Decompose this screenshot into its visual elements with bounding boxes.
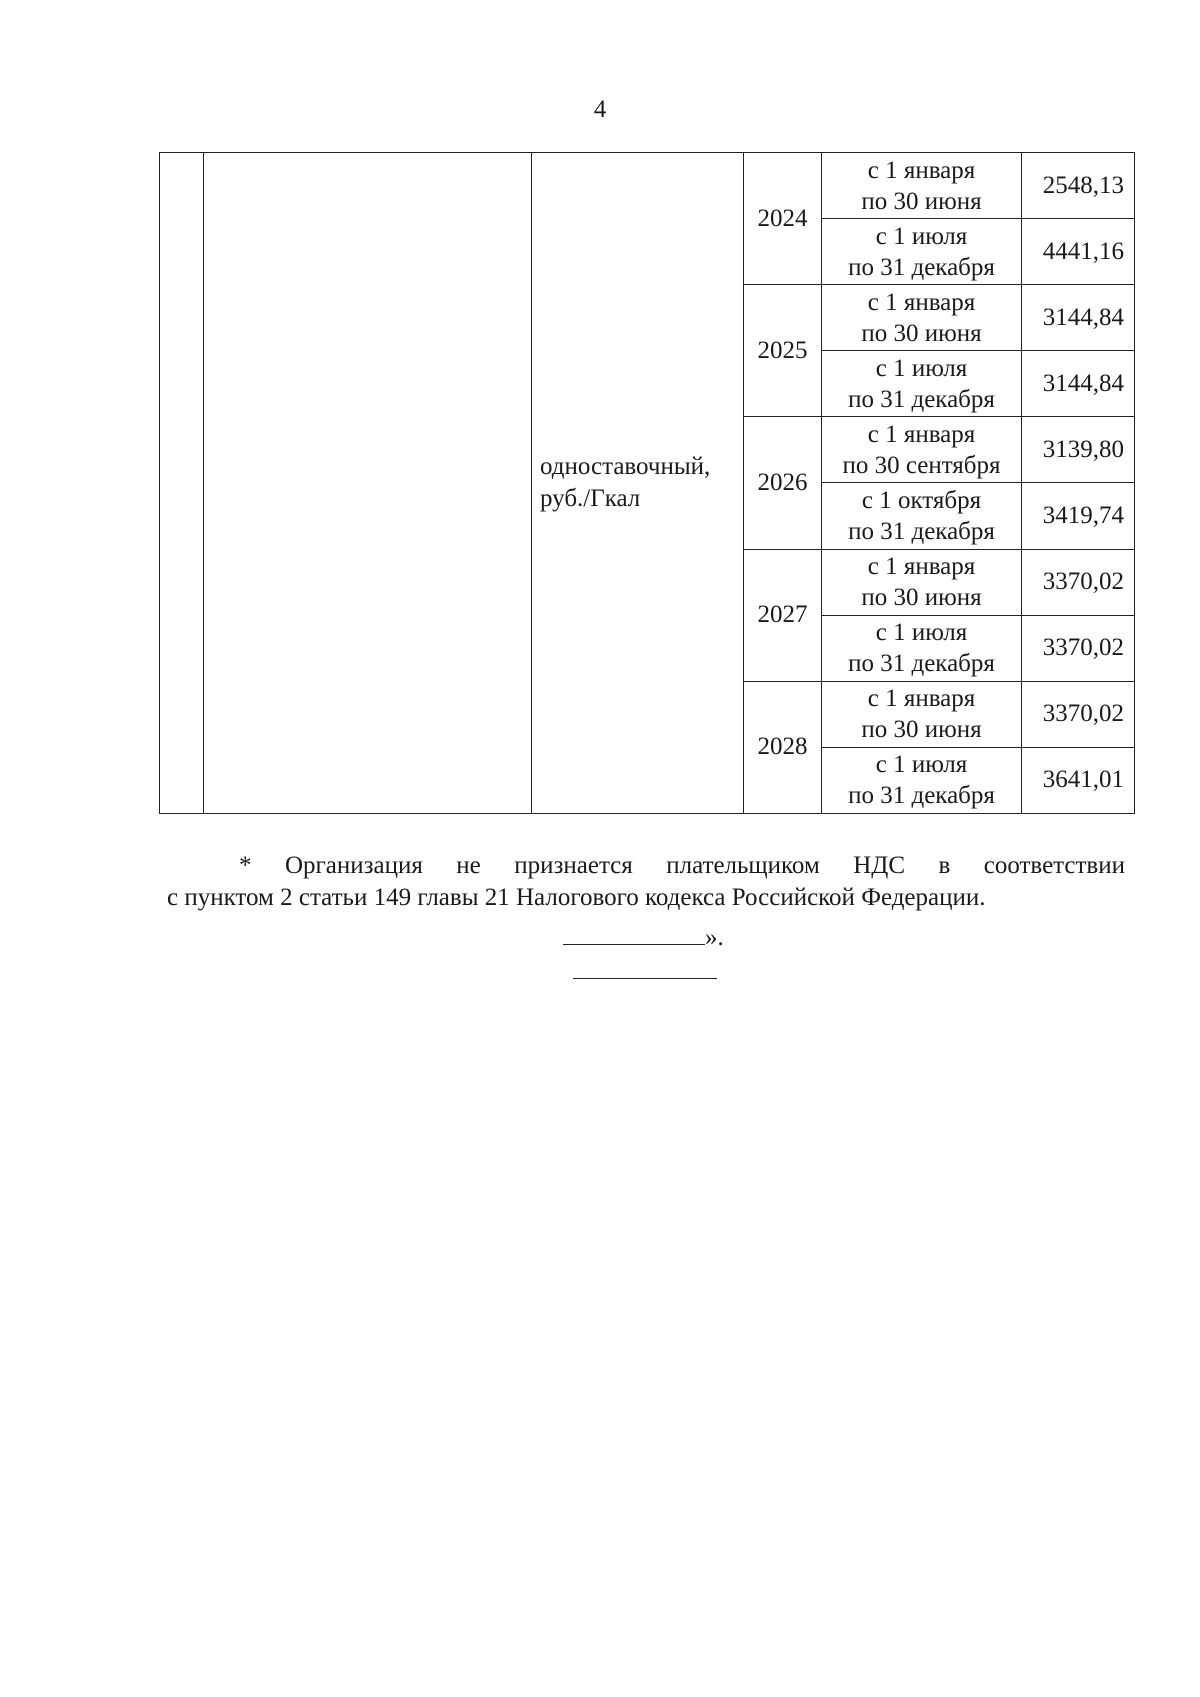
period-end: по 30 сентября bbox=[842, 451, 1001, 479]
period-cell bbox=[822, 615, 1022, 681]
tariff-value: 3139,80 bbox=[1022, 417, 1135, 483]
tariff-value: 3144,84 bbox=[1022, 351, 1135, 417]
period-start: с 1 октября bbox=[861, 487, 982, 515]
period-cell bbox=[822, 681, 1022, 747]
tariff-value: 3641,01 bbox=[1022, 747, 1135, 813]
tariff-value: 3144,84 bbox=[1022, 285, 1135, 351]
period-cell bbox=[822, 351, 1022, 417]
tariff-value: 2548,13 bbox=[1022, 153, 1135, 219]
tariff-value: 3419,74 bbox=[1022, 483, 1135, 549]
closing-mark bbox=[563, 920, 724, 954]
period-end: по 30 июня bbox=[861, 319, 982, 347]
period-start: с 1 января bbox=[867, 685, 976, 713]
tariff-table bbox=[159, 152, 1135, 814]
tariff-unit-label: руб./Гкал bbox=[540, 485, 641, 512]
period-cell bbox=[822, 549, 1022, 615]
tariff-type-cell bbox=[532, 153, 744, 814]
year-cell: 2026 bbox=[744, 417, 822, 549]
page-number: 4 bbox=[593, 96, 607, 123]
closing-quote: ». bbox=[705, 924, 724, 951]
period-start: с 1 января bbox=[867, 288, 976, 316]
tariff-type-label: одноставочный, bbox=[540, 453, 711, 480]
tariff-value: 3370,02 bbox=[1022, 549, 1135, 615]
year-cell: 2027 bbox=[744, 549, 822, 681]
tariff-value: 3370,02 bbox=[1022, 681, 1135, 747]
period-end: по 31 декабря bbox=[848, 650, 995, 678]
footnote-line-2: с пунктом 2 статьи 149 главы 21 Налогового кодекса Российской Федерации. bbox=[167, 884, 986, 911]
period-start: с 1 января bbox=[867, 553, 976, 581]
period-end: по 30 июня bbox=[861, 584, 982, 612]
period-start: с 1 июля bbox=[875, 751, 968, 779]
closing-blank-line bbox=[563, 920, 705, 945]
year-cell: 2025 bbox=[744, 285, 822, 417]
footnote-line-1: * Организация не признается плательщиком НДС в соответствии bbox=[239, 852, 1125, 879]
end-rule bbox=[573, 978, 717, 979]
period-end: по 31 декабря bbox=[848, 253, 995, 281]
period-cell bbox=[822, 153, 1022, 219]
period-start: с 1 июля bbox=[875, 222, 968, 250]
footnote bbox=[167, 850, 1125, 914]
period-end: по 31 декабря bbox=[848, 518, 995, 546]
tariff-value: 3370,02 bbox=[1022, 615, 1135, 681]
period-start: с 1 июля bbox=[875, 619, 968, 647]
period-cell bbox=[822, 747, 1022, 813]
table-cell-organization bbox=[204, 153, 532, 814]
period-end: по 30 июня bbox=[861, 716, 982, 744]
year-cell: 2028 bbox=[744, 681, 822, 813]
period-cell bbox=[822, 483, 1022, 549]
period-end: по 30 июня bbox=[861, 187, 982, 215]
period-end: по 31 декабря bbox=[848, 782, 995, 810]
year-cell: 2024 bbox=[744, 153, 822, 285]
period-cell bbox=[822, 285, 1022, 351]
period-start: с 1 января bbox=[867, 420, 976, 448]
table-row bbox=[160, 153, 1135, 219]
table-cell-number bbox=[160, 153, 204, 814]
period-cell bbox=[822, 417, 1022, 483]
period-start: с 1 июля bbox=[875, 354, 968, 382]
period-start: с 1 января bbox=[867, 156, 976, 184]
period-end: по 31 декабря bbox=[848, 385, 995, 413]
tariff-value: 4441,16 bbox=[1022, 219, 1135, 285]
period-cell bbox=[822, 219, 1022, 285]
